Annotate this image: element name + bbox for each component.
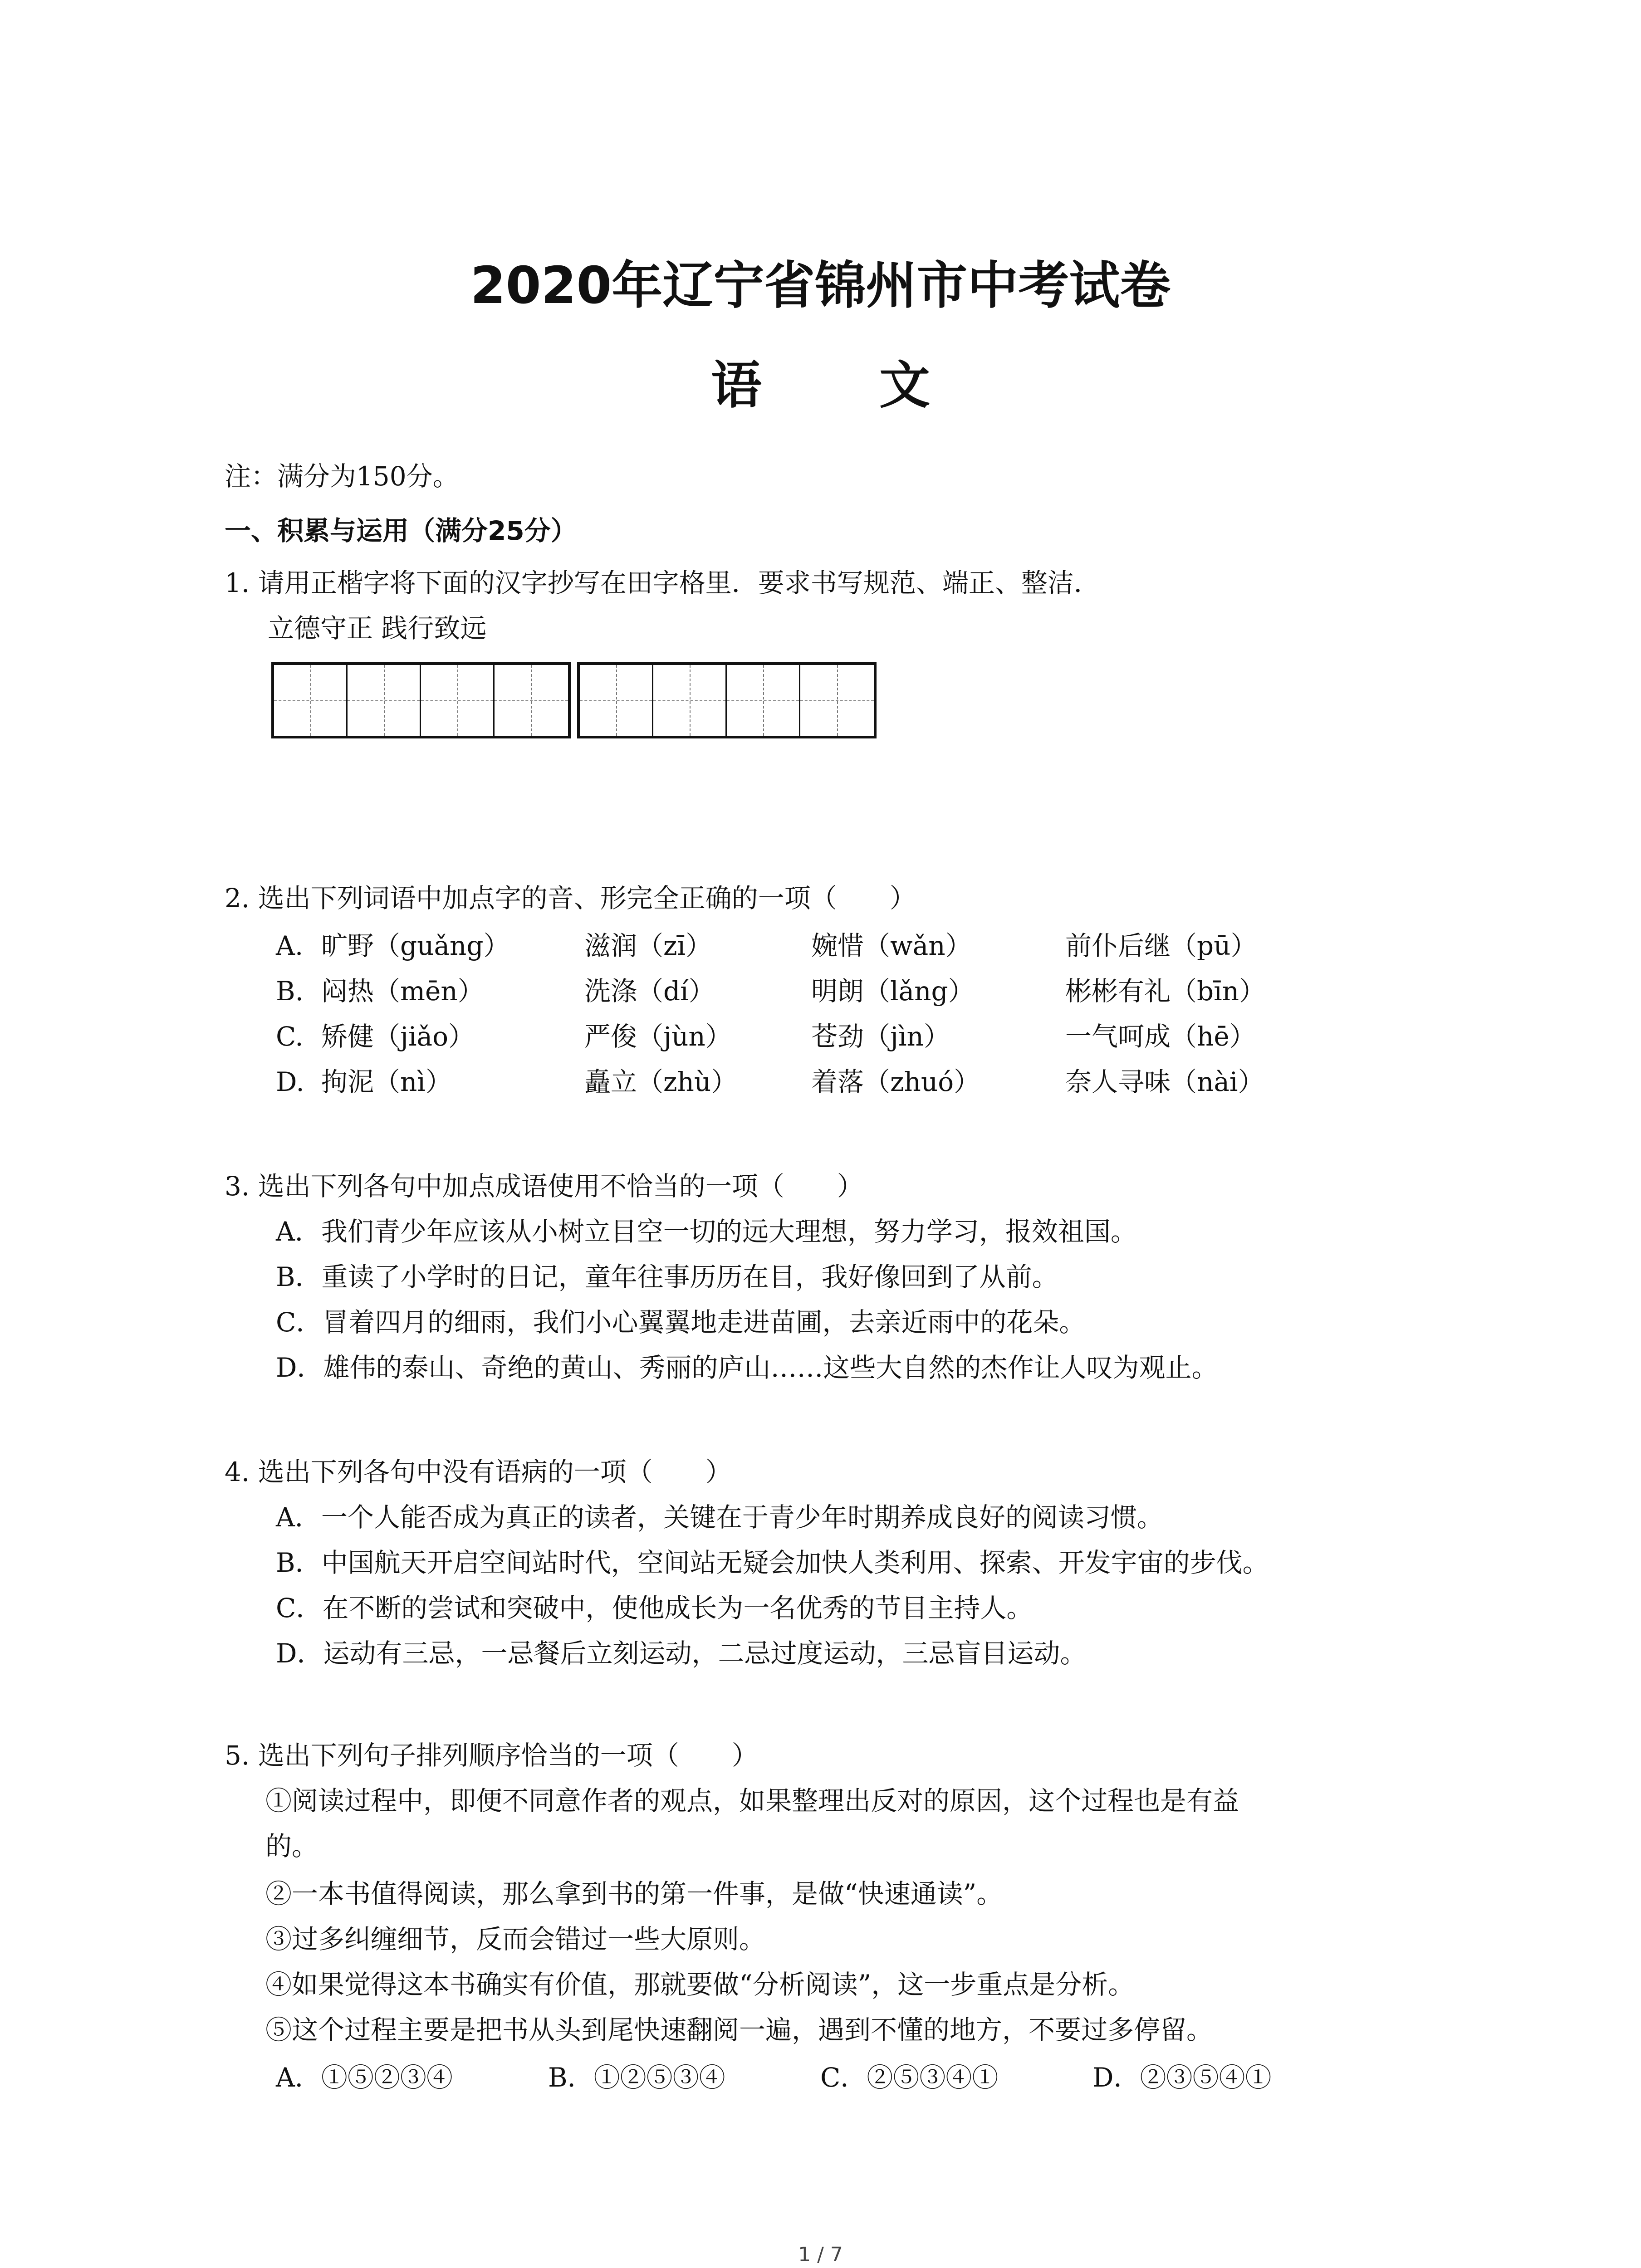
tianzige-cell[interactable] [727, 665, 800, 736]
exam-title: 2020年辽宁省锦州市中考试卷 [470, 256, 1171, 315]
option-item: 矫健（jiǎo） [321, 1021, 475, 1052]
page-number: 1 / 7 [798, 2243, 843, 2266]
q5-sentence: 的。 [265, 1831, 318, 1862]
q1-copy-text: 立德守正 践行致远 [268, 613, 487, 644]
q4-option-a[interactable]: A．一个人能否成为真正的读者，关键在于青少年时期养成良好的阅读习惯。 [276, 1502, 1163, 1533]
option-label: B. [276, 976, 304, 1007]
tianzige-grid-1[interactable] [271, 662, 571, 738]
tianzige-cell[interactable] [800, 665, 874, 736]
q1-stem: 1. 请用正楷字将下面的汉字抄写在田字格里．要求书写规范、端正、整洁． [225, 567, 1100, 598]
option-item: 奈人寻味（nài） [1065, 1066, 1264, 1097]
tianzige-cell[interactable] [421, 665, 495, 736]
q5-sentence: ④如果觉得这本书确实有价值，那就要做“分析阅读”，这一步重点是分析。 [265, 1969, 1135, 2000]
option-item: 严俊（jùn） [584, 1021, 732, 1052]
q2-option-a[interactable] [276, 928, 1365, 964]
option-item: 着落（zhuó） [811, 1066, 980, 1097]
q3-option-a[interactable]: A．我们青少年应该从小树立目空一切的远大理想，努力学习，报效祖国。 [276, 1216, 1137, 1247]
q4-option-c[interactable]: C．在不断的尝试和突破中，使他成长为一名优秀的节目主持人。 [276, 1593, 1033, 1623]
q5-sentence: ②一本书值得阅读，那么拿到书的第一件事，是做“快速通读”。 [265, 1878, 1003, 1909]
tianzige-cell[interactable] [348, 665, 421, 736]
tianzige-cell[interactable] [653, 665, 727, 736]
option-item: 一气呵成（hē） [1065, 1021, 1256, 1052]
option-item: 彬彬有礼（bīn） [1065, 976, 1266, 1007]
q2-stem: 2. 选出下列词语中加点字的音、形完全正确的一项（ ） [225, 883, 916, 914]
q4-stem: 4. 选出下列各句中没有语病的一项（ ） [225, 1457, 732, 1487]
q5-option-a[interactable]: A．①⑤②③④ [276, 2062, 453, 2093]
q5-sentence: ①阅读过程中，即便不同意作者的观点，如果整理出反对的原因，这个过程也是有益 [265, 1785, 1239, 1816]
q5-option-b[interactable]: B．①②⑤③④ [548, 2062, 725, 2093]
option-item: 滋润（zī） [584, 930, 712, 961]
option-item: 前仆后继（pū） [1065, 930, 1257, 961]
option-item: 苍劲（jìn） [811, 1021, 950, 1052]
q2-option-b[interactable] [276, 973, 1365, 1009]
q3-stem: 3. 选出下列各句中加点成语使用不恰当的一项（ ） [225, 1171, 863, 1202]
tianzige-cell[interactable] [274, 665, 348, 736]
q5-sentence: ③过多纠缠细节，反而会错过一些大原则。 [265, 1924, 766, 1955]
q2-option-d[interactable] [276, 1064, 1365, 1100]
tianzige-cell[interactable] [580, 665, 653, 736]
q5-option-d[interactable]: D．②③⑤④① [1092, 2062, 1272, 2093]
option-item: 旷野（guǎng） [321, 930, 510, 961]
option-label: C. [276, 1021, 304, 1052]
q5-stem: 5. 选出下列句子排列顺序恰当的一项（ ） [225, 1740, 758, 1771]
q3-option-c[interactable]: C．冒着四月的细雨，我们小心翼翼地走进苗圃，去亲近雨中的花朵。 [276, 1307, 1086, 1338]
option-item: 洗涤（dí） [584, 976, 715, 1007]
tianzige-grid-2[interactable] [577, 662, 877, 738]
score-note: 注：满分为150分。 [225, 461, 459, 492]
q5-option-c[interactable]: C．②⑤③④① [820, 2062, 999, 2093]
option-label: A. [276, 930, 304, 961]
subject-title: 语 文 [711, 356, 980, 415]
q4-option-b[interactable]: B．中国航天开启空间站时代，空间站无疑会加快人类利用、探索、开发宇宙的步伐。 [276, 1547, 1269, 1578]
option-item: 闷热（mēn） [321, 976, 484, 1007]
option-item: 矗立（zhù） [584, 1066, 738, 1097]
q2-option-c[interactable] [276, 1018, 1365, 1055]
option-item: 婉惜（wǎn） [811, 930, 972, 961]
section-title: 一、积累与运用（满分25分） [225, 515, 577, 546]
q5-options [276, 2059, 1365, 2096]
q5-sentence: ⑤这个过程主要是把书从头到尾快速翻阅一遍，遇到不懂的地方，不要过多停留。 [265, 2014, 1213, 2045]
q3-option-d[interactable]: D．雄伟的泰山、奇绝的黄山、秀丽的庐山……这些大自然的杰作让人叹为观止。 [276, 1352, 1218, 1383]
option-item: 拘泥（nì） [321, 1066, 452, 1097]
tianzige-cell[interactable] [495, 665, 568, 736]
q4-option-d[interactable]: D．运动有三忌，一忌餐后立刻运动，二忌过度运动，三忌盲目运动。 [276, 1638, 1087, 1669]
option-label: D. [276, 1066, 304, 1097]
q3-option-b[interactable]: B．重读了小学时的日记，童年往事历历在目，我好像回到了从前。 [276, 1261, 1058, 1292]
option-item: 明朗（lǎng） [811, 976, 975, 1007]
